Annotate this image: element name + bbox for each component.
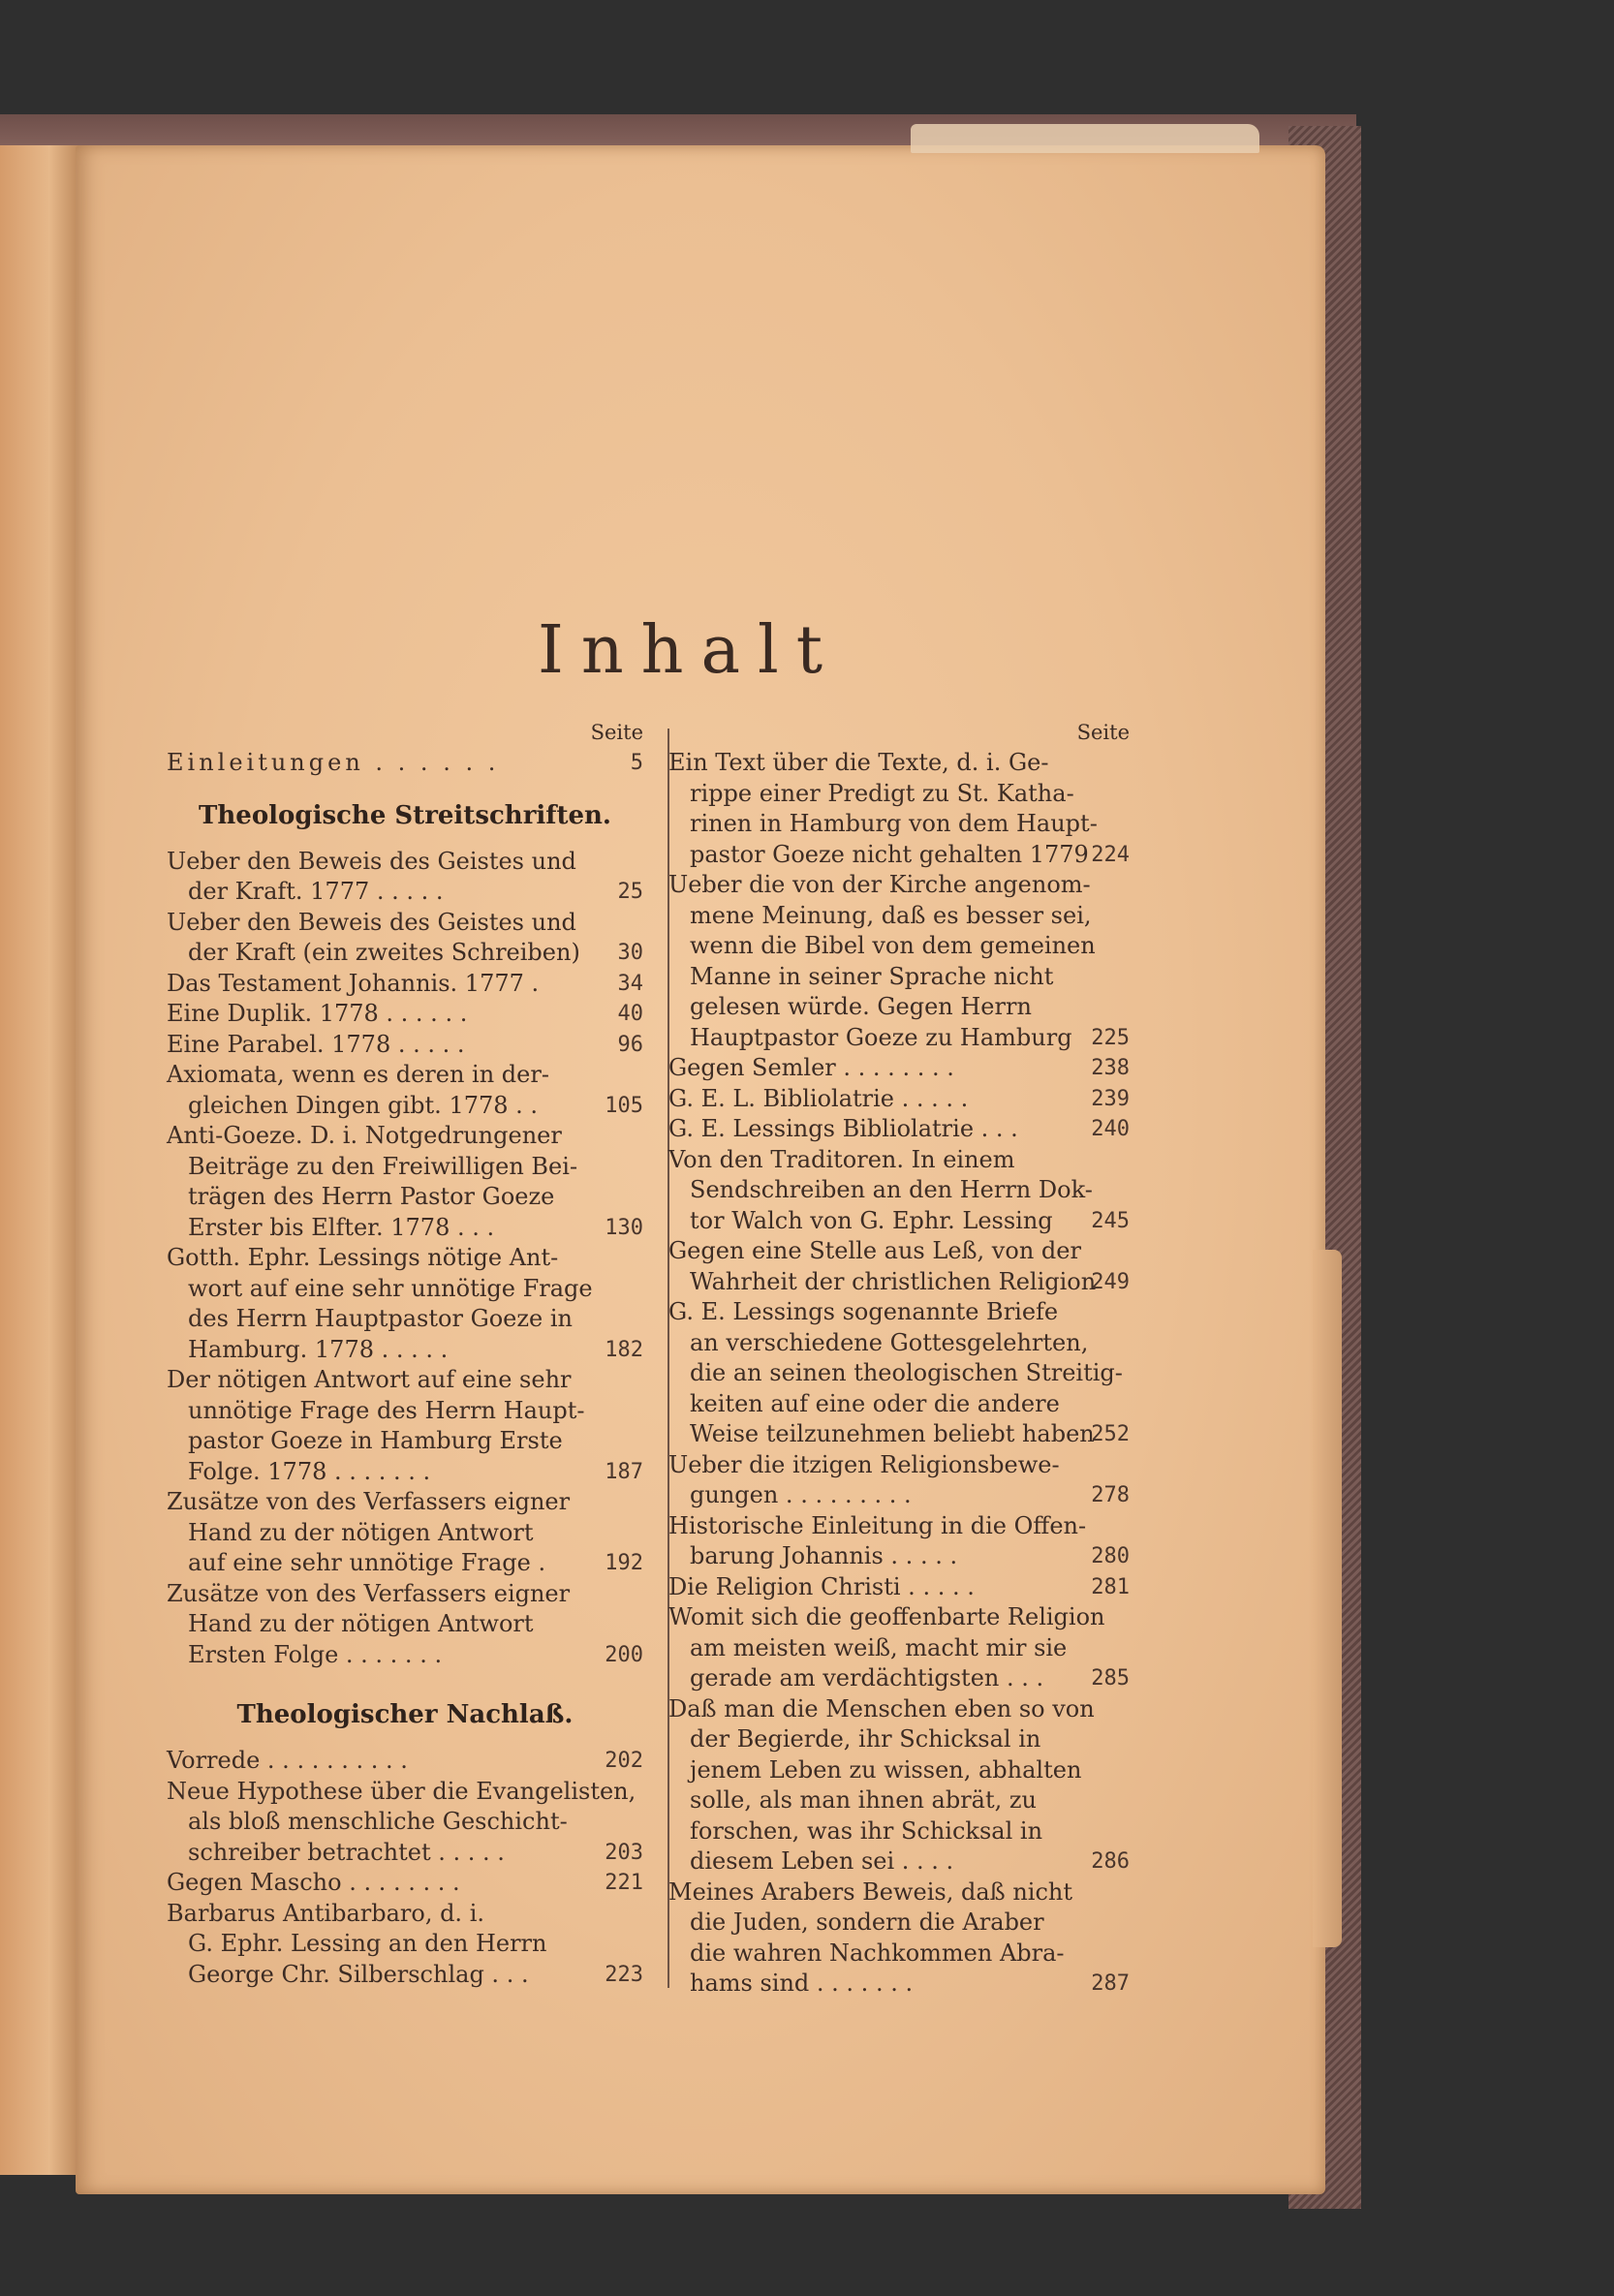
toc-page-number: 34 [617,971,643,996]
toc-page-number: 25 [617,880,643,904]
toc-page-number: 30 [617,941,643,965]
toc-entry [167,1777,643,1869]
toc-page-number: 224 [1091,842,1130,867]
toc-entry-line: gelesen würde. Gegen Herrn [690,993,1032,1020]
seite-header: Seite [1076,721,1130,744]
toc-entry-line: Eine Parabel. 1778 . . . . . [167,1030,465,1058]
toc-entry-line: trägen des Herrn Pastor Goeze [188,1183,555,1210]
toc-entry [167,1746,643,1777]
toc-entry-line: barung Johannis . . . . . [690,1542,958,1569]
toc-page-number: 223 [605,1962,643,1987]
toc-entry-line: Weise teilzunehmen beliebt haben [690,1420,1095,1447]
toc-entry-line: unnötige Frage des Herrn Haupt- [188,1396,585,1424]
frayed-page-edge [1313,1250,1342,1947]
toc-page-number: 200 [605,1642,643,1667]
toc-entry [167,1487,643,1579]
toc-entry-line: Barbarus Antibarbaro, d. i. [167,1899,484,1927]
toc-entry-line: Sendschreiben an den Herrn Dok- [690,1176,1093,1203]
toc-entry [167,1899,643,1991]
toc-entry [167,969,643,1000]
toc-section-heading: Theologischer Nachlaß. [236,1700,574,1729]
toc-entry-line: G. Ephr. Lessing an den Herrn [188,1930,547,1957]
toc-entry-line: tor Walch von G. Ephr. Lessing [690,1206,1053,1234]
toc-entry-line: solle, als man ihnen abrät, zu [690,1786,1037,1814]
toc-page-number: 285 [1091,1666,1130,1691]
toc-entry [668,1694,1130,1877]
toc-page-number: 249 [1091,1269,1130,1294]
toc-entry-line: Einleitungen . . . . . . [167,749,500,776]
toc-left-column [167,717,643,1990]
torn-paper-edge [911,124,1259,153]
toc-entry-line: der Kraft (ein zweites Schreiben) [188,939,580,966]
toc-page-number: 225 [1091,1025,1130,1050]
toc-entry [668,1877,1130,2000]
toc-entry-line: an verschiedene Gottesgelehrten, [690,1328,1089,1356]
toc-entry-line: Vorrede . . . . . . . . . . [167,1747,408,1774]
left-page-edge [0,145,82,2175]
toc-entry [668,1511,1130,1572]
toc-entry-line: rippe einer Predigt zu St. Katha- [690,779,1074,807]
toc-entry-line: Daß man die Menschen eben so von [668,1694,1095,1722]
toc-entry-line: rinen in Hamburg von dem Haupt- [690,810,1098,837]
toc-entry-line: auf eine sehr unnötige Frage . [188,1549,546,1576]
toc-entry [668,1053,1130,1084]
toc-entry [167,1579,643,1671]
toc-entry-line: Ueber die itzigen Religionsbewe- [668,1450,1060,1478]
toc-entry-line: Hand zu der nötigen Antwort [188,1610,534,1637]
toc-page-number: 281 [1091,1574,1130,1599]
toc-entry-line: George Chr. Silberschlag . . . [188,1960,529,1988]
toc-entry-line: pastor Goeze nicht gehalten 1779 [690,840,1089,868]
toc-entry-line: gleichen Dingen gibt. 1778 . . [188,1091,539,1119]
toc-entry-line: wenn die Bibel von dem gemeinen [690,932,1096,959]
toc-entry-line: Womit sich die geoffenbarte Religion [668,1603,1105,1630]
toc-entry [668,1572,1130,1603]
toc-entry-line: G. E. Lessings Bibliolatrie . . . [668,1115,1018,1142]
toc-entry [167,1060,643,1121]
toc-entry-line: der Kraft. 1777 . . . . . [188,878,444,905]
toc-entry [668,1450,1130,1511]
toc-entry-line: Hamburg. 1778 . . . . . [188,1335,449,1363]
toc-entry-line: Gegen eine Stelle aus Leß, von der [668,1237,1081,1264]
toc-entry-line: forschen, was ihr Schicksal in [690,1816,1043,1845]
toc-entry-line: gungen . . . . . . . . . [690,1481,912,1508]
toc-page-number: 280 [1091,1544,1130,1568]
toc-entry-line: pastor Goeze in Hamburg Erste [188,1427,563,1454]
toc-entry [668,1145,1130,1237]
toc-entry [668,1084,1130,1115]
toc-entry-line: Zusätze von des Verfassers eigner [167,1579,571,1607]
toc-entry-line: Hauptpastor Goeze zu Hamburg [690,1023,1072,1051]
toc-page-number: 203 [605,1840,643,1865]
toc-entry-line: Erster bis Elfter. 1778 . . . [188,1213,495,1241]
toc-entry-line: Das Testament Johannis. 1777 . [167,969,540,997]
toc-entry-line: Hand zu der nötigen Antwort [188,1518,534,1546]
toc-entry-line: Gotth. Ephr. Lessings nötige Ant- [167,1244,559,1271]
toc-entry [167,748,643,779]
toc-section-heading: Theologische Streitschriften. [199,800,611,830]
toc-entry-line: mene Meinung, daß es besser sei, [690,901,1092,929]
toc-entry-line: keiten auf eine oder die andere [690,1389,1060,1417]
toc-entry-line: der Begierde, ihr Schicksal in [690,1725,1041,1753]
toc-page-number: 240 [1091,1117,1130,1141]
toc-entry-line: Ueber den Beweis des Geistes und [167,847,576,875]
toc-entry-line: Zusätze von des Verfassers eigner [167,1488,571,1515]
toc-page-number: 182 [605,1337,643,1362]
toc-entry-line: Folge. 1778 . . . . . . . [188,1457,431,1485]
toc-page-number: 278 [1091,1483,1130,1507]
toc-entry-line: am meisten weiß, macht mir sie [690,1633,1068,1661]
toc-entry-line: Von den Traditoren. In einem [668,1145,1015,1173]
toc-page-number: 245 [1091,1208,1130,1233]
toc-page-number: 40 [617,1002,643,1026]
toc-entry-line: Axiomata, wenn es deren in der- [167,1061,549,1088]
toc-entry-line: G. E. Lessings sogenannte Briefe [668,1298,1059,1325]
toc-entry-line: die wahren Nachkommen Abra- [690,1939,1065,1967]
toc-entry-line: Meines Arabers Beweis, daß nicht [668,1877,1072,1906]
toc-entry-line: die an seinen theologischen Streitig- [690,1359,1123,1386]
toc-entry-line: Ueber den Beweis des Geistes und [167,908,576,936]
toc-entry-line: des Herrn Hauptpastor Goeze in [188,1305,573,1332]
toc-page-number: 130 [605,1215,643,1240]
toc-page-number: 202 [605,1749,643,1773]
toc-entry-line: Historische Einleitung in die Offen- [668,1511,1087,1539]
toc-entry [167,1030,643,1061]
toc-entry-line: Gegen Mascho . . . . . . . . [167,1869,460,1896]
toc-entry [167,1243,643,1365]
toc-entry [167,999,643,1030]
toc-entry [167,1868,643,1899]
toc-page-number: 221 [605,1871,643,1895]
toc-right-column [668,717,1130,2000]
toc-entry-line: Gegen Semler . . . . . . . . [668,1054,954,1081]
toc-entry-line: Ein Text über die Texte, d. i. Ge- [668,749,1049,776]
toc-entry-line: Anti-Goeze. D. i. Notgedrungener [167,1122,562,1149]
toc-page-number: 192 [605,1551,643,1575]
toc-page-number: 287 [1091,1971,1130,1996]
toc-entries [668,748,1130,2000]
seite-header: Seite [590,721,643,744]
toc-entry [167,908,643,969]
toc-entry-line: diesem Leben sei . . . . [690,1847,954,1875]
toc-entry [668,1602,1130,1694]
toc-entry-line: gerade am verdächtigsten . . . [690,1664,1044,1691]
toc-page-number: 96 [617,1032,643,1057]
toc-entry [668,1297,1130,1450]
toc-entry-line: Neue Hypothese über die Evangelisten, [167,1777,636,1805]
toc-entry [167,1121,643,1243]
page-title: Inhalt [538,612,841,689]
toc-entry [668,1236,1130,1297]
toc-page-number: 187 [605,1459,643,1484]
toc-entry-line: Eine Duplik. 1778 . . . . . . [167,1000,468,1027]
toc-entry-line: G. E. L. Bibliolatrie . . . . . [668,1084,969,1112]
toc-entry-line: Wahrheit der christlichen Religion [690,1267,1097,1295]
toc-entry [167,1365,643,1487]
toc-entry-line: Ersten Folge . . . . . . . [188,1640,443,1668]
toc-entry-line: als bloß menschliche Geschicht- [188,1808,568,1835]
toc-entry-line: die Juden, sondern die Araber [690,1908,1044,1936]
toc-entry-line: Der nötigen Antwort auf eine sehr [167,1366,572,1393]
toc-page-number: 5 [630,751,643,775]
toc-page-number: 252 [1091,1422,1130,1446]
toc-entry [167,847,643,908]
toc-entry-line: wort auf eine sehr unnötige Frage [188,1274,593,1302]
toc-entry-line: schreiber betrachtet . . . . . [188,1838,505,1866]
toc-page-number: 105 [605,1093,643,1118]
toc-page-number: 238 [1091,1056,1130,1080]
toc-page-number: 239 [1091,1086,1130,1111]
toc-entry-line: Beiträge zu den Freiwilligen Bei- [188,1152,578,1180]
toc-entries [167,748,643,1990]
toc-entry [668,1114,1130,1145]
toc-entry-line: jenem Leben zu wissen, abhalten [690,1755,1082,1784]
toc-entry [668,870,1130,1053]
toc-entry-line: hams sind . . . . . . . [690,1970,914,1997]
toc-entry [668,748,1130,870]
toc-entry-line: Ueber die von der Kirche angenom- [668,871,1091,898]
toc-entry-line: Manne in seiner Sprache nicht [690,962,1054,990]
toc-page-number: 286 [1091,1849,1130,1874]
toc-entry-line: Die Religion Christi . . . . . [668,1572,975,1600]
